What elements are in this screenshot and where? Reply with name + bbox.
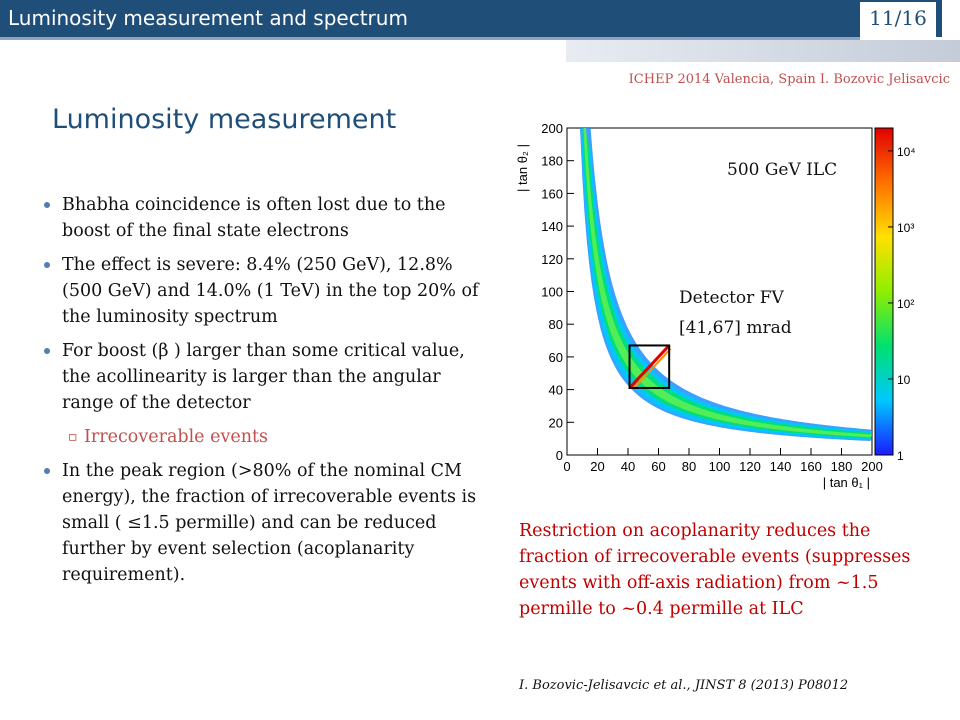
bullet-icon xyxy=(44,348,50,354)
reference-citation: I. Bozovic-Jelisavcic et al., JINST 8 (2013) P08012 xyxy=(519,678,849,693)
bullet-item xyxy=(44,192,494,244)
x-tick-label: 180 xyxy=(830,459,853,474)
x-tick-label: 40 xyxy=(620,459,636,474)
colorbar xyxy=(875,128,893,455)
page-number: 11/16 xyxy=(860,2,936,38)
bullet-list xyxy=(44,192,494,596)
bullet-text: Bhabha coincidence is often lost due to the boost of the final state electrons xyxy=(62,195,446,241)
bullet-icon xyxy=(44,262,50,268)
x-axis-label: | tan θ₁ | xyxy=(822,475,870,490)
bullet-item xyxy=(44,338,494,416)
x-tick-label: 100 xyxy=(708,459,731,474)
x-tick-label: 20 xyxy=(590,459,605,474)
x-tick-label: 120 xyxy=(739,459,761,474)
y-tick-label: 180 xyxy=(541,153,563,169)
header-title: Luminosity measurement and spectrum xyxy=(8,6,408,30)
colorbar-tick-label: 10⁴ xyxy=(897,144,916,159)
y-axis-label: | tan θ₂ | xyxy=(515,144,530,192)
conference-label: ICHEP 2014 Valencia, Spain I. Bozovic Jelisavcic xyxy=(628,72,950,87)
y-tick-label: 20 xyxy=(548,415,563,431)
y-tick-label: 100 xyxy=(541,284,563,300)
y-tick-label: 160 xyxy=(541,186,563,202)
colorbar-tick-label: 10³ xyxy=(897,220,915,235)
colorbar-tick-label: 10² xyxy=(897,296,915,311)
chart-annotation-fv-line1: Detector FV xyxy=(679,284,784,312)
x-tick-label: 80 xyxy=(681,459,697,474)
bullet-icon xyxy=(44,468,50,474)
bullet-icon xyxy=(44,202,50,208)
header-bar xyxy=(0,0,942,37)
sub-bullet-icon: ▫ xyxy=(68,429,78,445)
heatmap-chart xyxy=(505,118,916,498)
bullet-text: The effect is severe: 8.4% (250 GeV), 12.8% (500 GeV) and 14.0% (1 TeV) in the top 20% of the luminosity spectrum xyxy=(62,255,479,327)
slide-title: Luminosity measurement xyxy=(52,104,397,135)
y-tick-label: 80 xyxy=(548,317,563,333)
y-tick-label: 60 xyxy=(548,349,563,365)
chart-annotation-fv-line2: [41,67] mrad xyxy=(679,314,792,342)
y-tick-label: 120 xyxy=(541,251,563,267)
header-accent xyxy=(566,40,960,62)
sub-bullet-item xyxy=(44,424,494,450)
sub-bullet-text: Irrecoverable events xyxy=(84,427,268,447)
bullet-text: In the peak region (>80% of the nominal CM energy), the fraction of irrecoverable events is small ( ≤1.5 permille) and can be reduced further by event selection (acoplanarity requirement). xyxy=(62,461,477,585)
y-tick-label: 200 xyxy=(541,121,563,136)
colorbar-tick-label: 1 xyxy=(897,449,904,463)
y-tick-label: 40 xyxy=(548,382,563,398)
y-tick-label: 0 xyxy=(555,448,563,463)
bullet-item xyxy=(44,458,494,588)
bullet-item xyxy=(44,252,494,330)
chart-caption: Restriction on acoplanarity reduces the fraction of irrecoverable events (suppresses events with off-axis radiation) from ~1.5 permille to ~0.4 permille at ILC xyxy=(519,521,911,619)
x-tick-label: 160 xyxy=(800,459,822,474)
x-tick-label: 140 xyxy=(769,459,792,474)
x-tick-label: 60 xyxy=(651,459,666,474)
bullet-text: For boost (β ) larger than some critical value, the acollinearity is larger than the angular range of the detector xyxy=(62,341,465,413)
x-tick-label: 200 xyxy=(861,459,883,474)
chart-annotation-energy: 500 GeV ILC xyxy=(727,156,837,184)
colorbar-tick-label: 10 xyxy=(897,372,911,387)
y-tick-label: 140 xyxy=(541,219,563,235)
x-tick-label: 0 xyxy=(563,459,571,474)
